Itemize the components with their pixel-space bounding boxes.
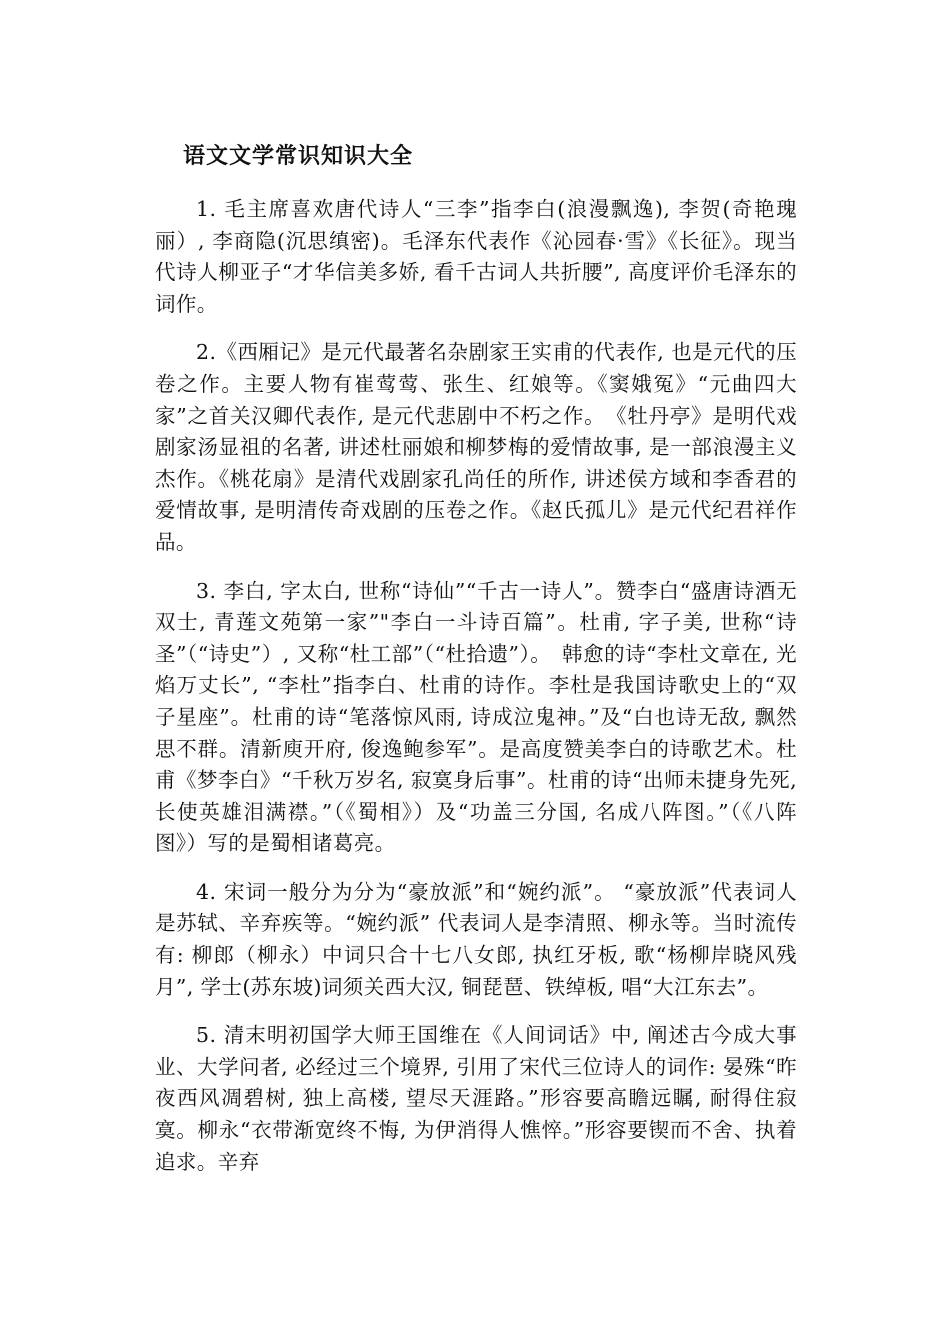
paragraph-4: 4. 宋词一般分为分为“豪放派”和“婉约派”。 “豪放派”代表词人是苏轼、辛弃疾等。“婉约派” 代表词人是李清照、柳永等。当时流传有: 柳郎（柳永）中词只合十七八女郎, 执红牙板, 歌“杨柳岸晓风残月”, 学士(苏东坡)词须关西大汉, 铜琵琶、铁绰板, 唱“大江东去”。 xyxy=(155,879,797,999)
paragraph-2: 2.《西厢记》是元代最著名杂剧家王实甫的代表作, 也是元代的压卷之作。主要人物有崔莺莺、张生、红娘等。《窦娥冤》“元曲四大家”之首关汉卿代表作, 是元代悲剧中不朽之作。 《牡丹亭》是明代戏剧家汤显祖的名著, 讲述杜丽娘和柳梦梅的爱情故事, 是一部浪漫主义杰作。《桃花扇》是清代戏剧家孔尚任的所作, 讲述侯方域和李香君的爱情故事, 是明清传奇戏剧的压卷之作。《赵氏孤儿》是元代纪君祥作品。 xyxy=(155,340,797,554)
document-body xyxy=(155,138,797,1195)
paragraph-5: 5. 清末明初国学大师王国维在《人间词话》中, 阐述古今成大事业、大学问者, 必经过三个境界, 引用了宋代三位诗人的词作: 晏殊“昨夜西风凋碧树, 独上高楼, 望尽天涯路。”形容要高瞻远瞩, 耐得住寂寞。柳永“衣带渐宽终不悔, 为伊消得人憔悴。”形容要锲而不舍、执着追求。辛弃 xyxy=(155,1023,797,1174)
document-title: 语文文学常识知识大全 xyxy=(183,143,414,169)
paragraph-1: 1. 毛主席喜欢唐代诗人“三李”指李白(浪漫飘逸), 李贺(奇艳瑰丽）, 李商隐(沉思缜密)。毛泽东代表作《沁园春·雪》《长征》。现当代诗人柳亚子“才华信美多娇, 看千古词人共折腰”, 高度评价毛泽东的词作。 xyxy=(155,197,797,316)
paragraph-3: 3. 李白, 字太白, 世称“诗仙”“千古一诗人”。赞李白“盛唐诗酒无双士, 青莲文苑第一家”"李白一斗诗百篇”。杜甫, 字子美, 世称“诗圣”（“诗史”）, 又称“杜工部”（“杜拾遗”）。 韩愈的诗“李杜文章在, 光焰万丈长”, “李杜”指李白、杜甫的诗作。李杜是我国诗歌史上的“双子星座”。杜甫的诗“笔落惊风雨, 诗成泣鬼神。”及“白也诗无敌, 飘然思不群。清新庾开府, 俊逸鲍参军”。是高度赞美李白的诗歌艺术。杜甫《梦李白》“千秋万岁名, 寂寞身后事”。杜甫的诗“出师未捷身先死, 长使英雄泪满襟。”（《蜀相》）及“功盖三分国, 名成八阵图。”（《八阵图》）写的是蜀相诸葛亮。 xyxy=(155,578,797,856)
